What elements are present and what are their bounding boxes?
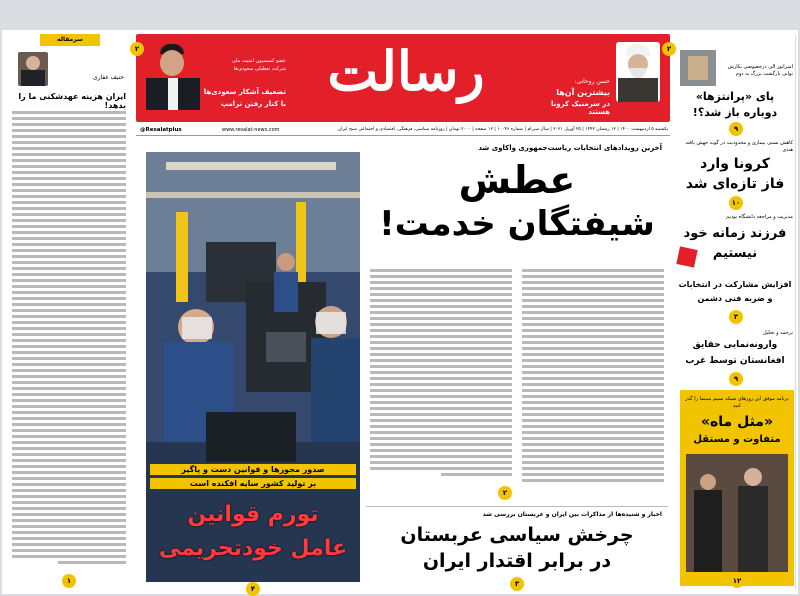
editorial-body bbox=[12, 108, 126, 567]
item6-title-1: «مثل ماه» bbox=[700, 414, 774, 430]
photo-headline-1: تورم قوانین bbox=[187, 502, 319, 527]
item3-seal bbox=[676, 246, 697, 267]
item6-title-2: متفاوت و مستقل bbox=[693, 434, 781, 445]
item3-kicker: مدیریت و مراجعه دانشگاه بودیم bbox=[726, 214, 793, 220]
newspaper-front-page bbox=[2, 30, 798, 594]
editorial-tag: سرمقاله bbox=[40, 34, 100, 46]
author-name: حنیف غفاری bbox=[92, 74, 124, 81]
item1-thumbnail bbox=[680, 50, 716, 86]
item2-kicker: کاهش نسبی بیماری و محدودیت در گونه جهش یافته هندی bbox=[685, 140, 793, 153]
item5-title-1: وارونه‌نمایی حقایق bbox=[692, 340, 778, 350]
bottom-story bbox=[366, 506, 668, 590]
photo-page-badge: ۴ bbox=[246, 582, 260, 596]
masthead-left-badge: ۲ bbox=[130, 42, 144, 56]
item2-title-2: فاز تازه‌ای شد bbox=[685, 176, 785, 192]
masthead-right-teaser bbox=[140, 38, 290, 118]
item5-page-badge: ۹ bbox=[729, 372, 743, 386]
bottom-headline-2: در برابر اقتدار ایران bbox=[422, 550, 612, 572]
item6-page-badge: ۱۲ bbox=[730, 574, 744, 588]
editorial-page-badge: ۱ bbox=[62, 574, 76, 588]
photo-story bbox=[146, 152, 360, 582]
item1-kicker: امپراتور الی درخصوصی نکارش نوابی بازگشت بزرگ به دوم bbox=[727, 64, 793, 77]
item6-box bbox=[680, 390, 794, 586]
bottom-kicker: اخبار و شنیده‌ها از مذاکرات بین ایران و عربستان بررسی شد bbox=[482, 511, 662, 518]
main-body-left bbox=[370, 266, 512, 479]
right-caption-2: شرکت تعطیلی سعودی‌ها bbox=[233, 66, 286, 72]
rouhani-photo bbox=[616, 42, 660, 102]
left-headline-2: در سرمنیک کرونا هستند bbox=[551, 100, 610, 116]
item5-kicker: ترجمه و تحلیل bbox=[763, 330, 793, 336]
main-headline-1: عطش bbox=[458, 158, 576, 202]
right-headline-2: با کنار رفتن ترامپ bbox=[220, 100, 286, 108]
item3-title-1: فرزند زمانه خود bbox=[683, 226, 787, 241]
left-quote-speaker: خسن روحانی: bbox=[574, 78, 610, 85]
author-photo bbox=[18, 52, 48, 86]
masthead-right-badge: ۲ bbox=[662, 42, 676, 56]
newspaper-logo: رسالت bbox=[327, 39, 485, 103]
right-column bbox=[676, 34, 796, 590]
bottom-headline-1: چرخش سیاسی عربستان bbox=[400, 524, 634, 546]
item6-photo bbox=[686, 454, 788, 572]
main-story bbox=[366, 140, 668, 500]
item5-title-2: افغانستان توسط غرب bbox=[685, 356, 785, 366]
info-bar bbox=[136, 124, 670, 136]
editorial-title: ایران هزینه عهدشکنی ما را بدهد! bbox=[18, 92, 126, 110]
item4-page-badge: ۳ bbox=[729, 310, 743, 324]
masthead-left-teaser bbox=[534, 38, 664, 118]
item1-page-badge: ۹ bbox=[729, 122, 743, 136]
item6-kicker: برنامه موفق این روزهای شبکه نسیم سینما را گذر کنید bbox=[685, 396, 789, 409]
bottom-page-badge: ۳ bbox=[510, 577, 524, 591]
photo-caption-2: بر تولید کشور سایه افکنده است bbox=[150, 478, 356, 489]
right-headline-1: تضعیف آشکار سعودی‌ها bbox=[203, 88, 286, 96]
photo-headline-2: عامل خودتحریمی bbox=[158, 536, 348, 561]
website-link[interactable]: www.resalat-news.com bbox=[222, 127, 280, 133]
photo-caption-1: صدور مجوزها و قوانین دست و پاگیر bbox=[150, 464, 356, 475]
item1-title-1: پای «پرانتزها» bbox=[695, 90, 775, 103]
item1-title-2: دوباره باز شد؟! bbox=[692, 106, 778, 119]
main-headline-2: شیفتگان خدمت! bbox=[379, 204, 655, 244]
masthead bbox=[136, 34, 670, 122]
issue-info: یکشنبه ۵ اردیبهشت ۱۴۰۰ | ۱۲ رمضان ۱۴۴۲ | ۲۵ آوریل ۲۰۲۱ | سال سی‌ام | شماره ۱۰۰۴۶ | ۱۲ صفحه | ۲۰۰۰ تومان | روزنامه سیاسی، فرهنگی، اقتصادی و اجتماعی صبح ایران bbox=[337, 127, 668, 132]
main-kicker: آخرین رویدادهای انتخابات ریاست‌جمهوری واکاوی شد bbox=[478, 144, 662, 152]
item3-title-2: نیستیم bbox=[712, 246, 758, 261]
editorial-column bbox=[10, 34, 128, 590]
item4-title-1: افزایش مشارکت در انتخابات bbox=[678, 280, 792, 289]
item4-title-2: و ضربه فنی دشمن bbox=[697, 294, 773, 303]
item2-page-badge: ۱۰ bbox=[729, 196, 743, 210]
main-body-right bbox=[522, 266, 664, 485]
guest-photo bbox=[146, 40, 200, 110]
item2-title-1: کرونا وارد bbox=[700, 156, 770, 172]
left-headline-1: بیشترین آن‌ها bbox=[556, 88, 610, 97]
right-caption-1: عضو کمیسیون امنیت ملی bbox=[231, 58, 286, 64]
main-page-badge: ۲ bbox=[498, 486, 512, 500]
social-handle[interactable]: @Resalatplus bbox=[140, 127, 182, 133]
